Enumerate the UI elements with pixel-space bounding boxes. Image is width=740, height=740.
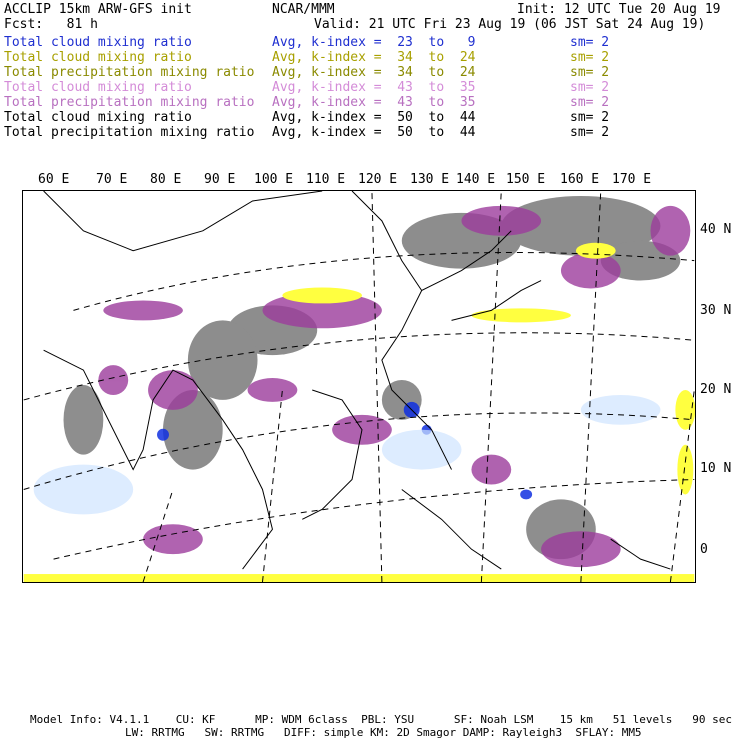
legend-sm: sm= 2	[570, 35, 610, 50]
legend-field: Total precipitation mixing ratio	[4, 125, 255, 140]
lon-label: 120 E	[358, 172, 398, 187]
model-info-line1: Model Info: V4.1.1 CU: KF MP: WDM 6class PBL: YSU SF: Noah LSM 15 km 51 levels 90 sec	[30, 713, 732, 726]
lon-label: 160 E	[560, 172, 600, 187]
forecast-hour: Fcst: 81 h	[4, 17, 98, 32]
legend-sm: sm= 2	[570, 50, 610, 65]
legend-field: Total cloud mixing ratio	[4, 80, 192, 95]
lat-label: 0	[700, 542, 708, 557]
lat-label: 30 N	[700, 303, 732, 318]
lat-label: 20 N	[700, 382, 732, 397]
legend-avg: Avg, k-index = 34 to 24	[272, 50, 476, 65]
legend-field: Total precipitation mixing ratio	[4, 65, 255, 80]
legend-sm: sm= 2	[570, 95, 610, 110]
org-label: NCAR/MMM	[272, 2, 335, 17]
legend-field: Total cloud mixing ratio	[4, 110, 192, 125]
legend-avg: Avg, k-index = 43 to 35	[272, 80, 476, 95]
legend-field: Total precipitation mixing ratio	[4, 95, 255, 110]
lat-label: 10 N	[700, 461, 732, 476]
legend-avg: Avg, k-index = 50 to 44	[272, 125, 476, 140]
lon-label: 90 E	[204, 172, 236, 187]
lon-label: 170 E	[612, 172, 652, 187]
model-title: ACCLIP 15km ARW-GFS init	[4, 2, 192, 17]
lon-label: 130 E	[410, 172, 450, 187]
legend-avg: Avg, k-index = 23 to 9	[272, 35, 476, 50]
lon-label: 150 E	[506, 172, 546, 187]
lat-label: 40 N	[700, 222, 732, 237]
legend-avg: Avg, k-index = 34 to 24	[272, 65, 476, 80]
lon-label: 110 E	[306, 172, 346, 187]
legend-avg: Avg, k-index = 43 to 35	[272, 95, 476, 110]
model-info-line2: LW: RRTMG SW: RRTMG DIFF: simple KM: 2D Smagor DAMP: Rayleigh3 SFLAY: MM5	[125, 726, 642, 739]
legend-avg: Avg, k-index = 50 to 44	[272, 110, 476, 125]
map-panel	[22, 190, 696, 583]
legend-sm: sm= 2	[570, 65, 610, 80]
lon-label: 100 E	[254, 172, 294, 187]
legend-field: Total cloud mixing ratio	[4, 35, 192, 50]
init-time: Init: 12 UTC Tue 20 Aug 19	[517, 2, 721, 17]
legend-sm: sm= 2	[570, 125, 610, 140]
lon-label: 140 E	[456, 172, 496, 187]
lon-label: 80 E	[150, 172, 182, 187]
legend-sm: sm= 2	[570, 80, 610, 95]
lon-label: 60 E	[38, 172, 70, 187]
valid-time: Valid: 21 UTC Fri 23 Aug 19 (06 JST Sat 24 Aug 19)	[314, 17, 706, 32]
legend-field: Total cloud mixing ratio	[4, 50, 192, 65]
legend-sm: sm= 2	[570, 110, 610, 125]
lon-label: 70 E	[96, 172, 128, 187]
